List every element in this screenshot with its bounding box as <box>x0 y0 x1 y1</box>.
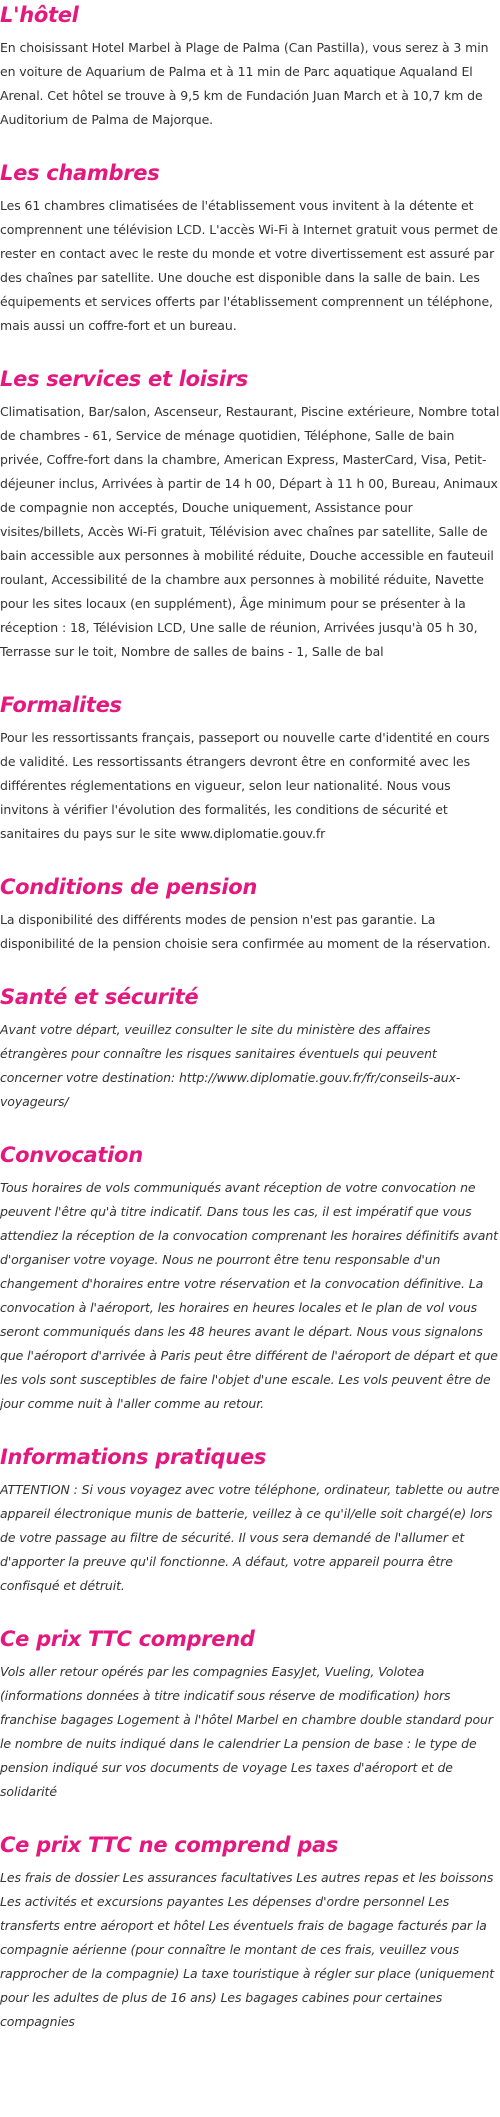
section-text-rooms: Les 61 chambres climatisées de l'établissement vous invitent à la détente et comprennent une télévision LCD. L'accès Wi-Fi à Internet gratuit vous permet de rester en contact avec le reste du monde et votre divertissement est assuré par des chaînes par satellite. Une douche est disponible dans la salle de bain. Les équipements et services offerts par l'établissement comprennent un téléphone, mais aussi un coffre-fort et un bureau. <box>0 198 498 333</box>
section-text-services: Climatisation, Bar/salon, Ascenseur, Restaurant, Piscine extérieure, Nombre total de chambres - 61, Service de ménage quotidien, Téléphone, Salle de bain privée, Coffre-fort dans la chambre, American Express, MasterCard, Visa, Petit-déjeuner inclus, Arrivées à partir de 14 h 00, Départ à 11 h 00, Bureau, Animaux de compagnie non acceptés, Douche uniquement, Assistance pour visites/billets, Accès Wi-Fi gratuit, Télévision avec chaînes par satellite, Salle de bain accessible aux personnes à mobilité réduite, Douche accessible en fauteuil roulant, Accessibilité de la chambre aux personnes à mobilité réduite, Navette pour les sites locaux (en supplément), Âge minimum pour se présenter à la réception : 18, Télévision LCD, Une salle de réunion, Arrivées jusqu'à 05 h 30, Terrasse sur le toit, Nombre de salles de bains - 1, Salle de bal <box>0 404 500 659</box>
section-board-conditions <box>0 872 500 956</box>
section-text-board-conditions: La disponibilité des différents modes de pension n'est pas garantie. La disponibilité de la pension choisie sera confirmée au moment de la réservation. <box>0 912 491 951</box>
section-hotel <box>0 0 500 132</box>
section-text-price-includes: Vols aller retour opérés par les compagnies EasyJet, Vueling, Volotea (informations données à titre indicatif sous réserve de modification) hors franchise bagages Logement à l'hôtel Marbel en chambre double standard pour le nombre de nuits indiqué dans le calendrier La pension de base : le type de pension indiqué sur vos documents de voyage Les taxes d'aéroport et de solidarité <box>0 1664 493 1799</box>
section-practical-info <box>0 1442 500 1598</box>
section-price-excludes <box>0 1830 500 2034</box>
section-title-board-conditions: Conditions de pension <box>0 875 258 899</box>
section-title-price-includes: Ce prix TTC comprend <box>0 1627 255 1651</box>
section-title-formalities: Formalites <box>0 693 122 717</box>
section-title-hotel: L'hôtel <box>0 3 79 27</box>
section-text-convocation: Tous horaires de vols communiqués avant réception de votre convocation ne peuvent l'être qu'à titre indicatif. Dans tous les cas, il est impératif que vous attendiez la réception de la convocation comprenant les horaires définitifs avant d'organiser votre voyage. Nous ne pourront être tenu responsable d'un changement d'horaires entre votre réservation et la convocation définitive. La convocation à l'aéroport, les horaires en heures locales et le plan de vol vous seront communiqués dans les 48 heures avant le départ. Nous vous signalons que l'aéroport d'arrivée à Paris peut être différent de l'aéroport de départ et que les vols sont susceptibles de faire l'objet d'une escale. Les vols peuvent être de jour comme nuit à l'aller comme au retour. <box>0 1180 498 1411</box>
section-services <box>0 364 500 664</box>
section-title-price-excludes: Ce prix TTC ne comprend pas <box>0 1833 339 1857</box>
section-text-health-safety: Avant votre départ, veuillez consulter le site du ministère des affaires étrangères pour connaître les risques sanitaires éventuels qui peuvent concerner votre destination: http://www.diplomatie.gouv.fr/fr/conseils-aux-voyageurs/ <box>0 1022 461 1109</box>
section-title-convocation: Convocation <box>0 1143 143 1167</box>
section-title-services: Les services et loisirs <box>0 367 248 391</box>
section-formalities <box>0 690 500 846</box>
section-text-price-excludes: Les frais de dossier Les assurances facultatives Les autres repas et les boissons Les activités et excursions payantes Les dépenses d'ordre personnel Les transferts entre aéroport et hôtel Les éventuels frais de bagage facturés par la compagnie aérienne (pour connaître le montant de ces frais, veuillez vous rapprocher de la compagnie) La taxe touristique à régler sur place (uniquement pour les adultes de plus de 16 ans) Les bagages cabines pour certaines compagnies <box>0 1870 495 2029</box>
section-title-practical-info: Informations pratiques <box>0 1445 267 1469</box>
section-rooms <box>0 158 500 338</box>
section-text-hotel: En choisissant Hotel Marbel à Plage de Palma (Can Pastilla), vous serez à 3 min en voiture de Aquarium de Palma et à 11 min de Parc aquatique Aqualand El Arenal. Cet hôtel se trouve à 9,5 km de Fundación Juan March et à 10,7 km de Auditorium de Palma de Majorque. <box>0 40 489 127</box>
section-price-includes <box>0 1624 500 1804</box>
section-title-rooms: Les chambres <box>0 161 160 185</box>
section-title-health-safety: Santé et sécurité <box>0 985 199 1009</box>
section-text-formalities: Pour les ressortissants français, passeport ou nouvelle carte d'identité en cours de validité. Les ressortissants étrangers devront être en conformité avec les différentes réglementations en vigueur, selon leur nationalité. Nous vous invitons à vérifier l'évolution des formalités, les conditions de sécurité et sanitaires du pays sur le site www.diplomatie.gouv.fr <box>0 730 490 841</box>
section-health-safety <box>0 982 500 1114</box>
section-convocation <box>0 1140 500 1416</box>
section-text-practical-info: ATTENTION : Si vous voyagez avec votre téléphone, ordinateur, tablette ou autre appareil électronique munis de batterie, veillez à ce qu'il/elle soit chargé(e) lors de votre passage au filtre de sécurité. Il vous sera demandé de l'allumer et d'apporter la preuve qu'il fonctionne. A défaut, votre appareil pourra être confisqué et détruit. <box>0 1482 500 1593</box>
